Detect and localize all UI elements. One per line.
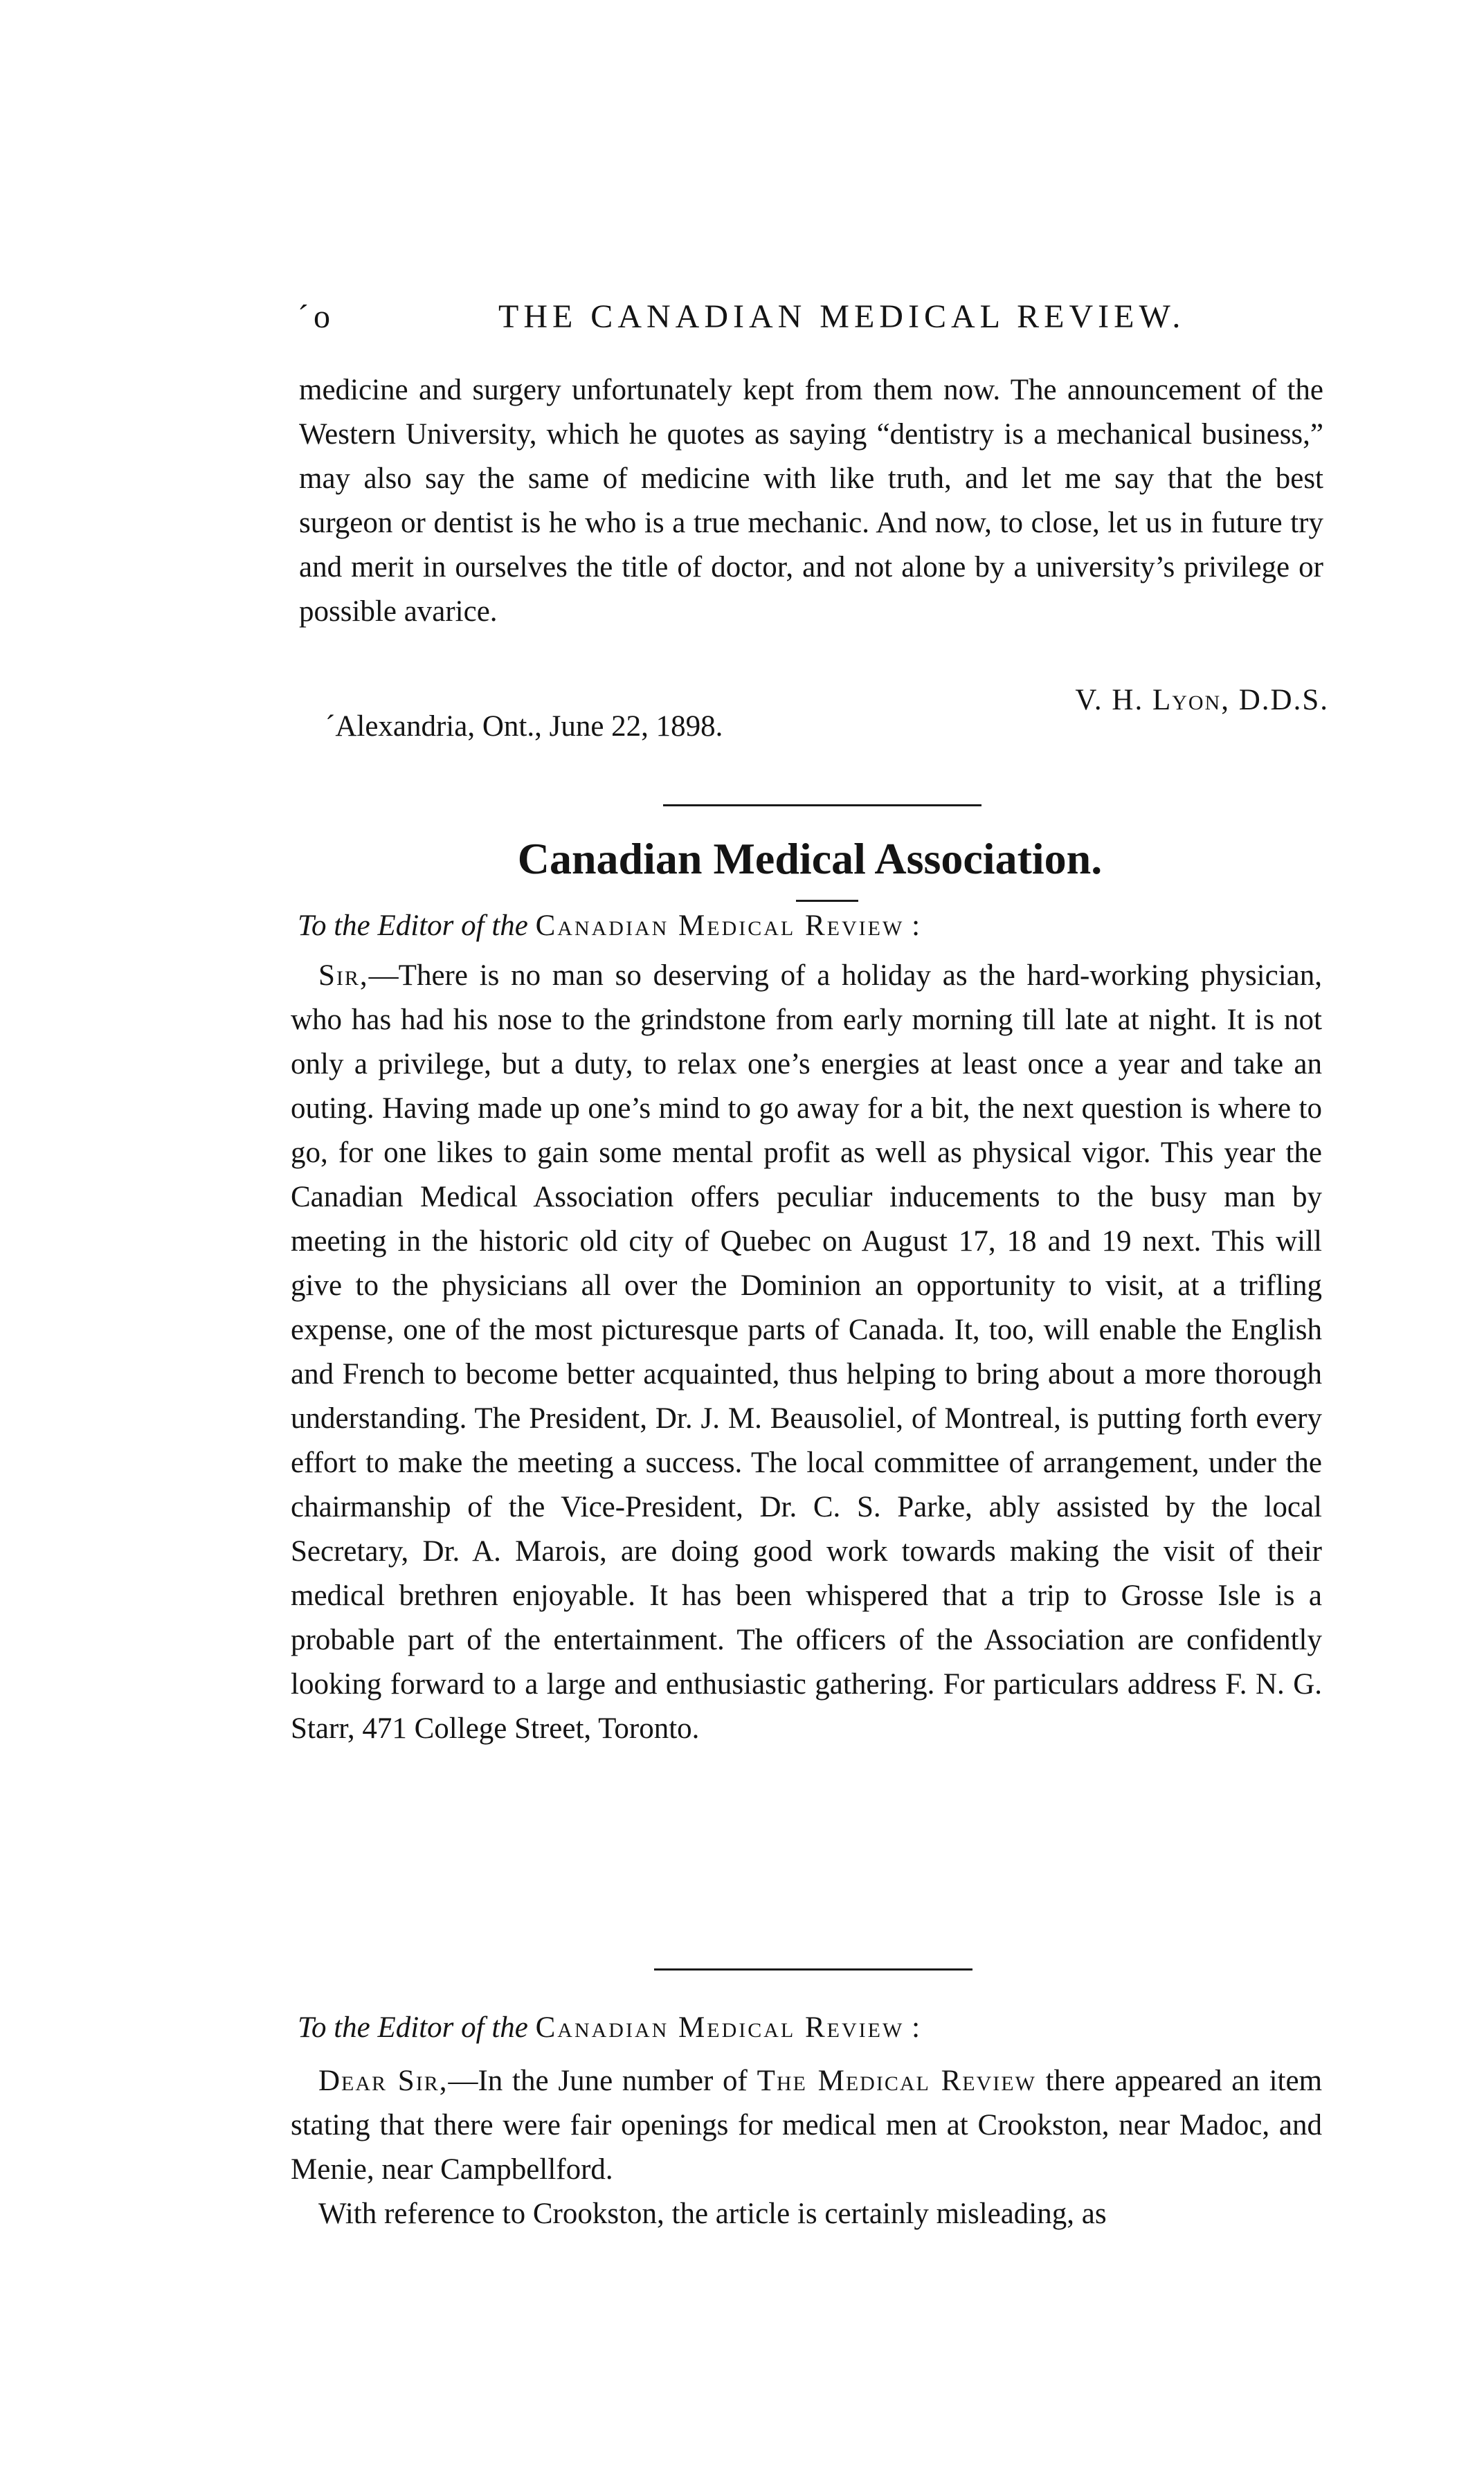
salutation-journal: Canadian Medical Review (535, 909, 905, 942)
letter-3-salutation (298, 2006, 1322, 2050)
section-divider-2 (654, 1968, 972, 1971)
letter-1-dateline: ´Alexandria, Ont., June 22, 1898. (325, 710, 723, 743)
salutation-colon: : (912, 2011, 921, 2044)
section-heading: Canadian Medical Association. (517, 834, 1103, 883)
salutation-italic: To the Editor of the (298, 909, 528, 942)
letter-3-continuation: With reference to Crookston, the article is certainly misleading, as (318, 2198, 1107, 2230)
letter-3-text-rest: there appeared an item stating that there were fair openings for medical men at Crookston, near Madoc, and Menie, near Campbellford. (291, 2065, 1323, 2186)
section-divider (663, 804, 981, 806)
salutation-italic: To the Editor of the (298, 2011, 528, 2044)
letter-3-body (291, 2059, 1322, 2192)
running-head (298, 298, 1336, 339)
journal-title: THE CANADIAN MEDICAL REVIEW. (498, 298, 1186, 335)
letter-3-greeting: Dear Sir, (318, 2065, 449, 2097)
letter-1-signature: V. H. Lyon, D.D.S. (1075, 684, 1329, 716)
letter-2-greeting: Sir, (318, 959, 369, 992)
letter-2-body (291, 954, 1322, 1928)
letter-1-body: medicine and surgery unfortunately kept from them now. The announcement of the Western University, which he quotes as saying “dentistry is a mechanical business,” may also say the same of medicine with like truth, and let me say that the best surgeon or dentist is he who is a true mechanic. And now, to close, let us in future try and merit in ourselves the title of doctor, and not alone by a university’s privilege or possible avarice. (299, 374, 1323, 628)
page-number: ´o (298, 298, 335, 335)
letter-3-text-start: —In the June number of (448, 2065, 748, 2097)
salutation-journal: Canadian Medical Review (535, 2011, 905, 2044)
heading-underline (796, 900, 858, 902)
letter-2-salutation (298, 904, 1322, 948)
salutation-colon: : (912, 909, 921, 942)
letter-3-journal-ref: The Medical Review (757, 2065, 1036, 2097)
letter-2-text: —There is no man so deserving of a holiday as the hard-working physician, who has had his nose to the grindstone from early morning till late at night. It is not only a privilege, but a duty, to relax one’s energies at least once a year and take an outing. Having made up one’s mind to go away for a bit, the next question is where to go, for one likes to gain some mental profit as well as physical vigor. This year the Canadian Medical Association offers peculiar inducements to the busy man by meeting in the historic old city of Quebec on August 17, 18 and 19 next. This will give to the physicians all over the Dominion an opportunity to visit, at a trifling expense, one of the most picturesque parts of Canada. It, too, will enable the English and French to become better acquainted, thus helping to bring about a more thorough understanding. The President, Dr. J. M. Beausoliel, of Montreal, is putting forth every effort to make the meeting a success. The local committee of arrangement, under the chairmanship of the Vice-President, Dr. C. S. Parke, ably assisted by the local Secretary, Dr. A. Marois, are doing good work towards making the visit of their medical brethren enjoyable. It has been whispered that a trip to Grosse Isle is a probable part of the entertainment. The officers of the Association are confidently looking forward to a large and enthusiastic gathering. For particulars address F. N. G. Starr, 471 College Street, Toronto. (291, 959, 1322, 1745)
